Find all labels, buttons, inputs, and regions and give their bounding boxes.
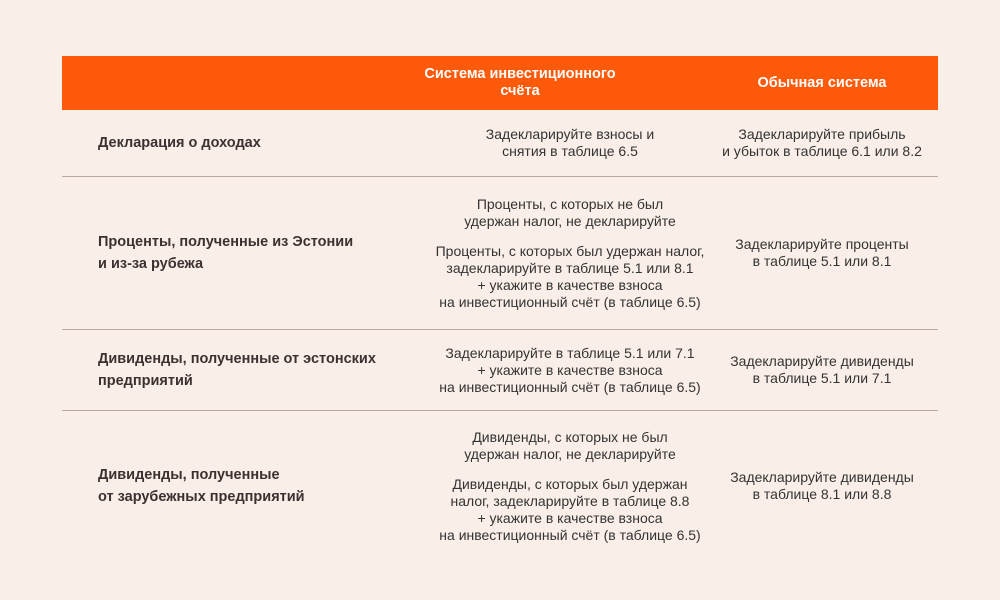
investment-text: Задекларируйте взносы и снятия в таблице 6.5 xyxy=(485,126,655,159)
investment-text: Дивиденды, с которых не был удержан налог, не декларируйте xyxy=(464,428,676,462)
investment-cell xyxy=(410,411,730,561)
row-label: Декларация о доходах xyxy=(98,135,261,151)
tax-comparison-table xyxy=(62,56,938,561)
regular-text: Задекларируйте прибыль и убыток в таблице 6.1 или 8.2 xyxy=(722,126,922,159)
investment-text: Задекларируйте в таблице 5.1 или 7.1 + укажите в качестве взноса на инвестиционный счёт (в таблице 6.5) xyxy=(439,344,701,395)
row-label: Проценты, полученные из Эстонии и из-за рубежа xyxy=(98,234,354,272)
investment-cell xyxy=(410,330,730,410)
investment-cell xyxy=(410,177,730,329)
investment-text: Проценты, с которых не был удержан налог, не декларируйте xyxy=(464,195,676,229)
row-label: Дивиденды, полученные от эстонских предприятий xyxy=(98,351,376,389)
table-row xyxy=(62,177,938,330)
regular-cell xyxy=(712,330,932,410)
table-header xyxy=(62,56,938,110)
table-row xyxy=(62,330,938,411)
regular-text: Задекларируйте проценты в таблице 5.1 или 8.1 xyxy=(735,236,909,269)
investment-cell xyxy=(410,110,730,176)
header-investment-account-system xyxy=(414,56,626,110)
regular-text: Задекларируйте дивиденды в таблице 8.1 или 8.8 xyxy=(730,469,914,502)
table-row xyxy=(62,110,938,177)
header-regular-system xyxy=(702,56,942,110)
regular-cell xyxy=(712,177,932,329)
header-regular-label: Обычная система xyxy=(757,74,887,91)
investment-text: Дивиденды, с которых был удержан налог, задекларируйте в таблице 8.8 + укажите в качестве взноса на инвестиционный счёт (в таблице 6.5) xyxy=(439,475,701,543)
table-row xyxy=(62,411,938,561)
regular-text: Задекларируйте дивиденды в таблице 5.1 или 7.1 xyxy=(730,353,914,386)
regular-cell xyxy=(712,110,932,176)
regular-cell xyxy=(712,411,932,561)
investment-text: Проценты, с которых был удержан налог, задекларируйте в таблице 5.1 или 8.1 + укажите в качестве взноса на инвестиционный счёт (в таблице 6.5) xyxy=(435,242,705,310)
header-investment-label: Система инвестиционного счёта xyxy=(424,66,616,99)
row-label: Дивиденды, полученные от зарубежных предприятий xyxy=(98,467,305,505)
